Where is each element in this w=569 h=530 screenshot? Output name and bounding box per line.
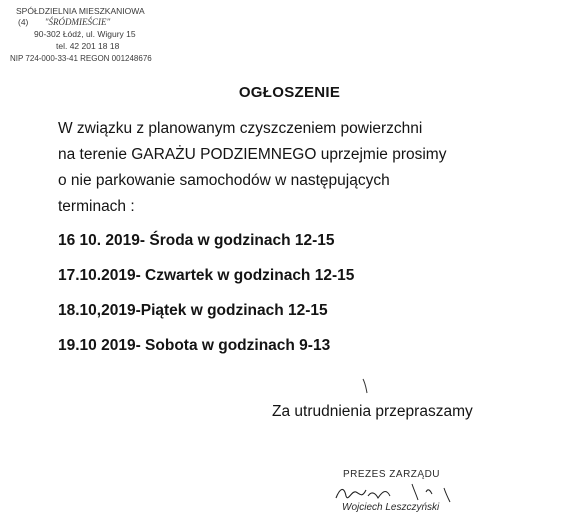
- date-line: 18.10,2019-Piątek w godzinach 12-15: [58, 302, 328, 319]
- signature-name: Wojciech Leszczyński: [342, 502, 440, 513]
- date-line: 17.10.2019- Czwartek w godzinach 12-15: [58, 267, 355, 284]
- date-line: 16 10. 2019- Środa w godzinach 12-15: [58, 232, 335, 249]
- apology-line: [272, 403, 473, 421]
- stamp-line-name: [18, 17, 110, 28]
- notice-body: [58, 116, 538, 220]
- apology-text: Za utrudnienia przepraszamy: [272, 403, 473, 420]
- notice-title: OGŁOSZENIE: [238, 84, 341, 101]
- stamp-tax-ids: NIP 724-000-33-41 REGON 001248676: [10, 54, 152, 63]
- stamp-address: 90-302 Łódź, ul. Wigury 15: [34, 29, 136, 39]
- stamp-org-name: SPÓŁDZIELNIA MIESZKANIOWA: [16, 6, 145, 16]
- body-line: terminach :: [58, 198, 135, 215]
- body-line: o nie parkowanie samochodów w następujących: [58, 172, 390, 189]
- stamp-branch-name: "ŚRÓDMIEŚCIE": [44, 17, 111, 27]
- stamp-phone: tel. 42 201 18 18: [56, 41, 120, 51]
- handwritten-mark-icon: [360, 377, 372, 395]
- signature-title: PREZES ZARZĄDU: [343, 469, 441, 480]
- body-line: W związku z planowanym czyszczeniem powierzchni: [58, 120, 423, 137]
- date-line: 19.10 2019- Sobota w godzinach 9-13: [58, 337, 331, 354]
- body-line: na terenie GARAŻU PODZIEMNEGO uprzejmie prosimy: [58, 146, 447, 163]
- stamp-number: (4): [18, 17, 29, 27]
